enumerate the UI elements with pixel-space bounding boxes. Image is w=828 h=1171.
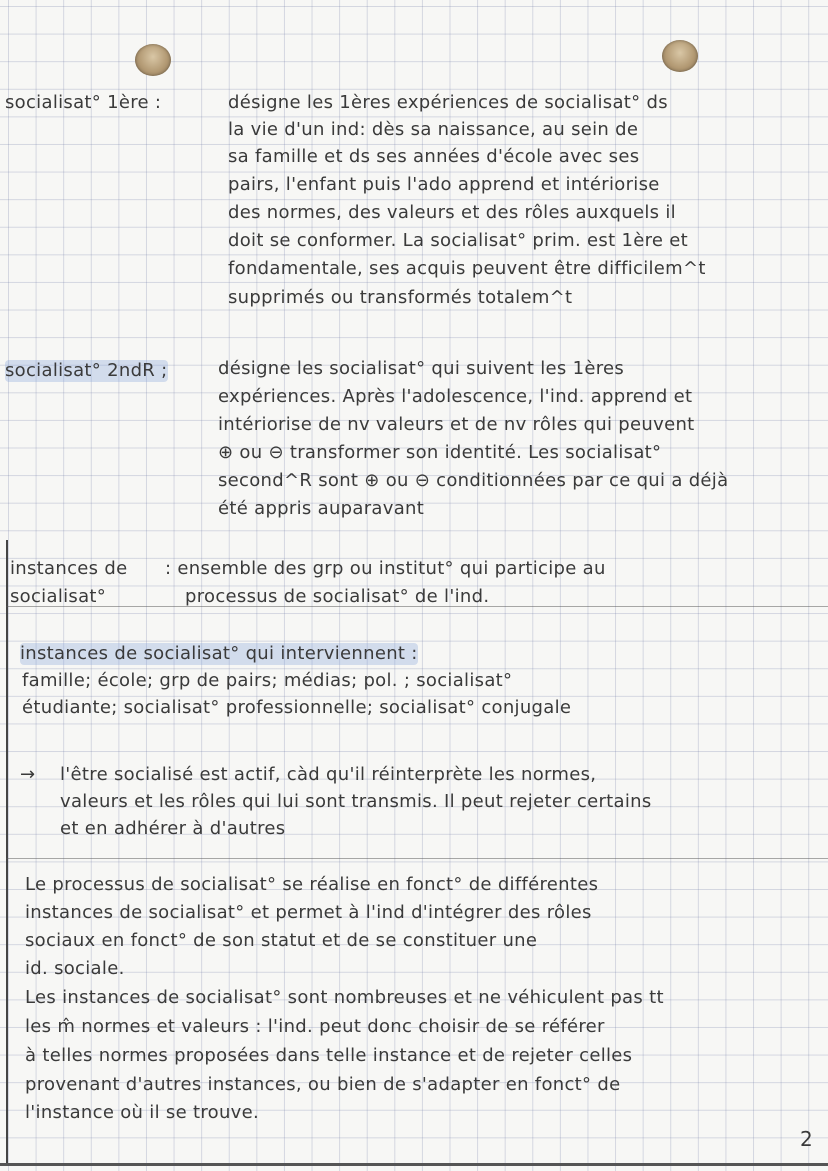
page-number: 2 bbox=[800, 1127, 814, 1151]
definition-line: pairs, l'enfant puis l'ado apprend et intériorise bbox=[228, 174, 660, 195]
definition-line: fondamentale, ses acquis peuvent être difficilem^t bbox=[228, 258, 706, 279]
definition-line: ⊕ ou ⊖ transformer son identité. Les socialisat° bbox=[218, 442, 662, 463]
definition-line: intériorise de nv valeurs et de nv rôles qui peuvent bbox=[218, 414, 695, 435]
summary-line: Le processus de socialisat° se réalise en fonct° de différentes bbox=[25, 874, 599, 895]
section-divider bbox=[6, 858, 828, 859]
note-line: l'être socialisé est actif, càd qu'il réinterprète les normes, bbox=[60, 764, 597, 785]
term-secondary-socialisation: socialisat° 2ndR ; bbox=[5, 360, 168, 381]
binder-hole-right bbox=[662, 40, 698, 72]
definition-line: : ensemble des grp ou institut° qui participe au bbox=[165, 558, 606, 579]
binder-hole-left bbox=[135, 44, 171, 76]
term-instances: socialisat° bbox=[10, 586, 107, 607]
definition-line: doit se conformer. La socialisat° prim. est 1ère et bbox=[228, 230, 689, 251]
arrow-icon: → bbox=[20, 764, 36, 785]
instances-line: famille; école; grp de pairs; médias; pol. ; socialisat° bbox=[22, 670, 513, 691]
definition-line: processus de socialisat° de l'ind. bbox=[185, 586, 490, 607]
page-bottom-edge bbox=[0, 1163, 828, 1166]
definition-line: désigne les socialisat° qui suivent les 1ères bbox=[218, 358, 625, 379]
summary-line: à telles normes proposées dans telle instance et de rejeter celles bbox=[25, 1045, 633, 1066]
definition-line: expériences. Après l'adolescence, l'ind. apprend et bbox=[218, 386, 693, 407]
instances-line: étudiante; socialisat° professionnelle; socialisat° conjugale bbox=[22, 697, 572, 718]
summary-line: Les instances de socialisat° sont nombreuses et ne véhiculent pas tt bbox=[25, 987, 664, 1008]
definition-line: des normes, des valeurs et des rôles auxquels il bbox=[228, 202, 676, 223]
term-primary-socialisation: socialisat° 1ère : bbox=[5, 92, 162, 113]
note-line: valeurs et les rôles qui lui sont transmis. Il peut rejeter certains bbox=[60, 791, 652, 812]
term-instances: instances de bbox=[10, 558, 128, 579]
summary-line: l'instance où il se trouve. bbox=[25, 1102, 259, 1123]
note-line: et en adhérer à d'autres bbox=[60, 818, 286, 839]
definition-line: sa famille et ds ses années d'école avec ses bbox=[228, 146, 640, 167]
summary-line: les m̂ normes et valeurs : l'ind. peut donc choisir de se référer bbox=[25, 1016, 605, 1037]
definition-line: été appris auparavant bbox=[218, 498, 425, 519]
summary-line: provenant d'autres instances, ou bien de s'adapter en fonct° de bbox=[25, 1074, 621, 1095]
summary-line: instances de socialisat° et permet à l'ind d'intégrer des rôles bbox=[25, 902, 592, 923]
margin-line bbox=[6, 540, 8, 1165]
definition-line: second^R sont ⊕ ou ⊖ conditionnées par ce qui a déjà bbox=[218, 470, 729, 491]
definition-line: la vie d'un ind: dès sa naissance, au sein de bbox=[228, 119, 639, 140]
instances-heading: instances de socialisat° qui interviennent : bbox=[20, 643, 418, 664]
definition-line: supprimés ou transformés totalem^t bbox=[228, 287, 573, 308]
summary-line: id. sociale. bbox=[25, 958, 125, 979]
summary-line: sociaux en fonct° de son statut et de se constituer une bbox=[25, 930, 538, 951]
definition-line: désigne les 1ères expériences de socialisat° ds bbox=[228, 92, 668, 113]
